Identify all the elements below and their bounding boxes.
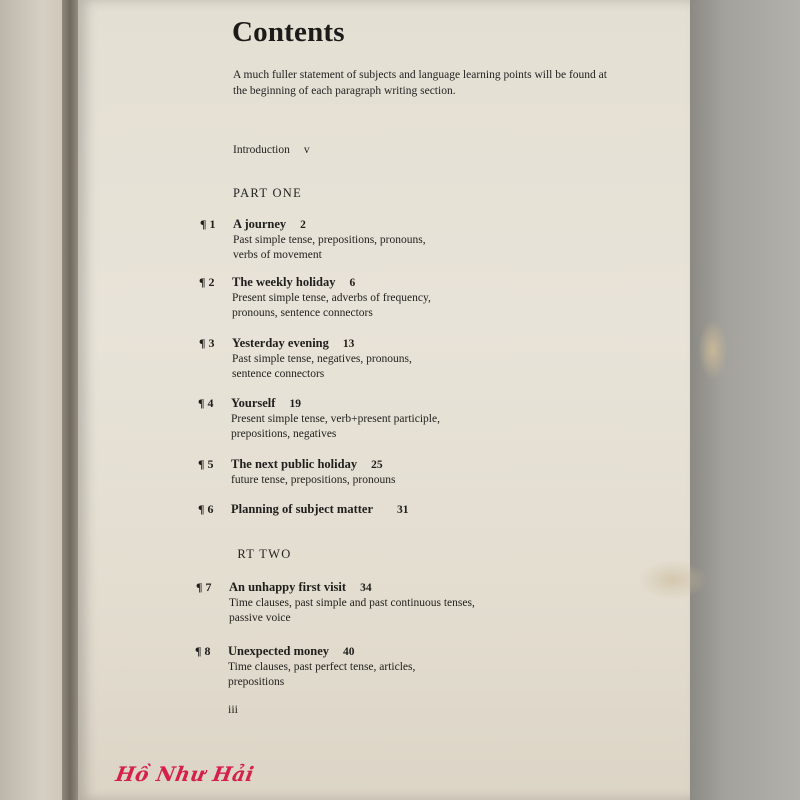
- entry-desc-line: Past simple tense, prepositions, pronouns,: [233, 234, 426, 246]
- entry-page: 25: [371, 459, 383, 471]
- toc-introduction: [233, 144, 310, 156]
- page-title: Contents: [232, 16, 345, 48]
- toc-introduction-page: v: [303, 144, 310, 156]
- intro-paragraph: A much fuller statement of subjects and language learning points will be found at the beginning of each paragraph writing section.: [233, 69, 607, 97]
- entry-desc-line: prepositions: [228, 676, 285, 688]
- entry-title: A journey: [233, 217, 287, 231]
- paragraph-number: ¶ 4: [198, 396, 214, 410]
- entry-page: 2: [300, 219, 306, 231]
- entry-page: 13: [342, 338, 355, 350]
- toc-entry: [200, 217, 426, 263]
- paragraph-number: ¶ 7: [196, 580, 212, 594]
- toc-entry: [196, 580, 475, 626]
- entry-desc-line: Past simple tense, negatives, pronouns,: [232, 353, 412, 365]
- entry-desc-line: passive voice: [229, 612, 291, 624]
- entry-desc-line: prepositions, negatives: [231, 428, 337, 440]
- entry-desc-line: Time clauses, past simple and past continuous tenses,: [229, 597, 475, 609]
- entry-page: 6: [349, 277, 356, 289]
- toc-entry: [198, 502, 409, 517]
- paragraph-number: ¶ 2: [199, 275, 215, 289]
- entry-title: Planning of subject matter: [231, 502, 373, 516]
- toc-introduction-label: Introduction: [233, 144, 290, 156]
- paragraph-number: ¶ 5: [198, 457, 214, 471]
- paragraph-number: ¶ 6: [198, 502, 214, 516]
- background-surface: [690, 0, 800, 800]
- entry-desc-line: sentence connectors: [232, 368, 325, 380]
- entry-title: Yesterday evening: [232, 336, 329, 350]
- entry-desc-line: Present simple tense, adverbs of frequency,: [232, 292, 431, 304]
- entry-desc-line: Present simple tense, verb+present participle,: [231, 413, 440, 425]
- toc-entry: [199, 275, 431, 321]
- entry-title: Yourself: [231, 396, 276, 410]
- page-folio: iii: [228, 702, 239, 716]
- owner-signature: Hồ Như Hải: [113, 762, 257, 786]
- entry-title: An unhappy first visit: [229, 580, 347, 594]
- entry-desc-line: verbs of movement: [233, 249, 322, 261]
- entry-title: The next public holiday: [231, 457, 358, 471]
- page-stain: [698, 320, 728, 380]
- entry-title: The weekly holiday: [232, 275, 336, 289]
- toc-entry: [199, 336, 412, 382]
- paragraph-number: ¶ 8: [195, 644, 211, 658]
- paragraph-number: ¶ 3: [199, 336, 215, 350]
- part-heading: RT TWO: [233, 547, 292, 561]
- toc-entry: [198, 396, 440, 442]
- toc-entry: [195, 644, 416, 690]
- entry-title: Unexpected money: [228, 644, 330, 658]
- entry-page: 40: [343, 646, 355, 658]
- entry-desc-line: Time clauses, past perfect tense, articles,: [228, 661, 416, 673]
- entry-desc-line: pronouns, sentence connectors: [232, 307, 373, 319]
- page-stain: [638, 560, 708, 600]
- part-heading: PART ONE: [233, 186, 303, 200]
- paragraph-number: ¶ 1: [200, 217, 216, 231]
- entry-desc-line: future tense, prepositions, pronouns: [231, 474, 396, 486]
- entry-page: 31: [397, 504, 409, 516]
- toc-entry: [198, 457, 396, 488]
- entry-page: 19: [289, 398, 301, 410]
- entry-page: 34: [360, 582, 372, 594]
